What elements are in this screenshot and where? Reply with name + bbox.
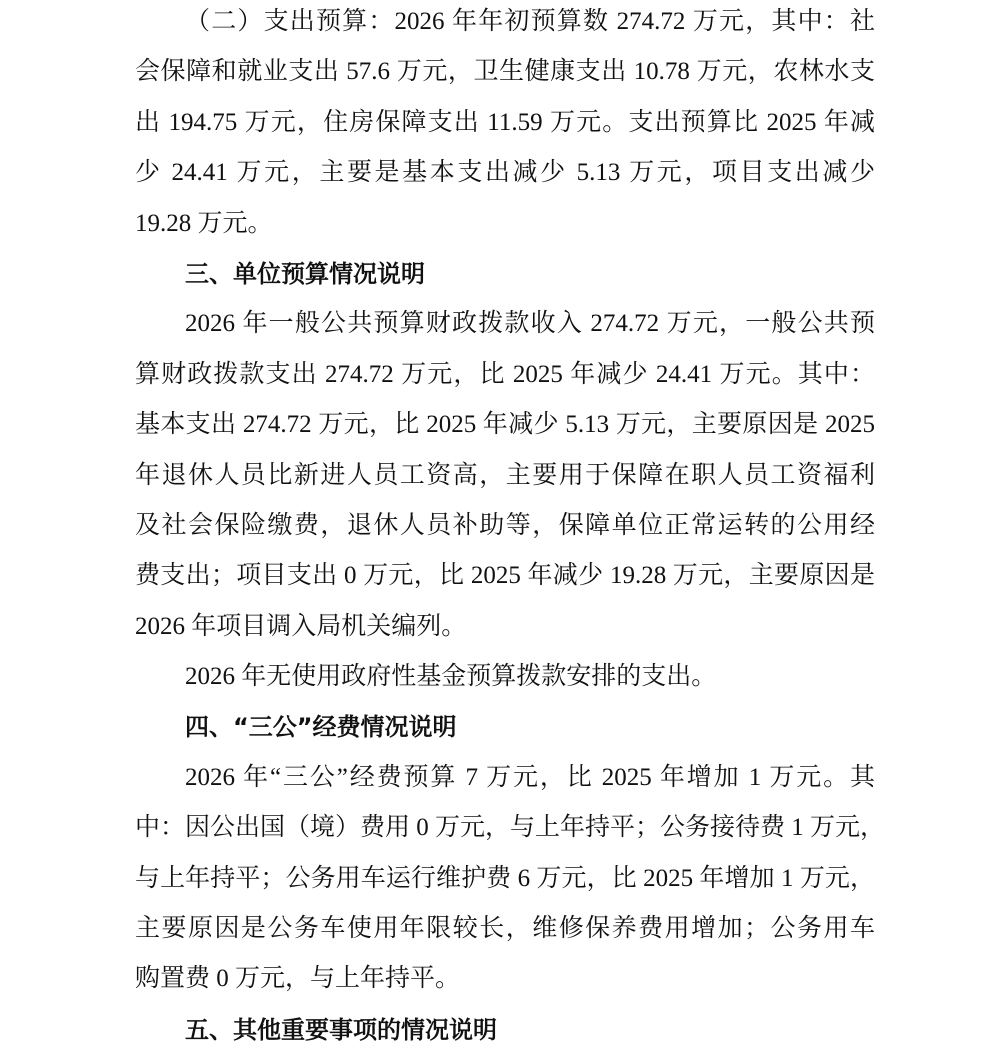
paragraph bbox=[135, 652, 875, 702]
text-line: 五、其他重要事项的情况说明 bbox=[185, 1015, 497, 1044]
paragraph bbox=[135, 299, 875, 652]
text-line: 费支出；项目支出 0 万元，比 2025 年减少 19.28 万元，主要原因是 bbox=[135, 562, 875, 590]
text-line: 2026 年无使用政府性基金预算拨款安排的支出。 bbox=[185, 663, 717, 691]
text-line: 少 24.41 万元，主要是基本支出减少 5.13 万元，项目支出减少 bbox=[135, 159, 875, 187]
text-line: （二）支出预算：2026 年年初预算数 274.72 万元，其中：社 bbox=[185, 8, 875, 35]
text-line: 主要原因是公务车使用年限较长，维修保养费用增加；公务用车 bbox=[135, 915, 875, 943]
text-line: 及社会保险缴费，退休人员补助等，保障单位正常运转的公用经 bbox=[135, 511, 875, 539]
text-line: 2026 年一般公共预算财政拨款收入 274.72 万元，一般公共预 bbox=[185, 310, 875, 338]
section-heading bbox=[135, 1005, 875, 1055]
section-heading bbox=[135, 702, 875, 752]
text-line: 购置费 0 万元，与上年持平。 bbox=[135, 965, 461, 993]
text-line: 2026 年项目调入局机关编列。 bbox=[135, 612, 467, 640]
text-line: 四、“三公”经费情况说明 bbox=[185, 713, 457, 742]
section-heading bbox=[135, 249, 875, 299]
paragraph bbox=[135, 0, 875, 249]
document-body bbox=[135, 0, 886, 1055]
text-line: 年退休人员比新进人员工资高，主要用于保障在职人员工资福利 bbox=[135, 461, 875, 489]
text-line: 会保障和就业支出 57.6 万元，卫生健康支出 10.78 万元，农林水支 bbox=[135, 58, 875, 86]
text-line: 出 194.75 万元，住房保障支出 11.59 万元。支出预算比 2025 年减 bbox=[135, 108, 875, 136]
text-line: 2026 年“三公”经费预算 7 万元，比 2025 年增加 1 万元。其 bbox=[185, 763, 875, 791]
text-line: 算财政拨款支出 274.72 万元，比 2025 年减少 24.41 万元。其中： bbox=[135, 360, 875, 388]
text-line: 基本支出 274.72 万元，比 2025 年减少 5.13 万元，主要原因是 2025 bbox=[135, 411, 875, 439]
text-line: 中：因公出国（境）费用 0 万元，与上年持平；公务接待费 1 万元， bbox=[135, 814, 886, 842]
text-line: 三、单位预算情况说明 bbox=[185, 259, 425, 288]
text-line: 与上年持平；公务用车运行维护费 6 万元，比 2025 年增加 1 万元， bbox=[135, 864, 875, 892]
text-line: 19.28 万元。 bbox=[135, 209, 273, 237]
paragraph bbox=[135, 753, 886, 1005]
